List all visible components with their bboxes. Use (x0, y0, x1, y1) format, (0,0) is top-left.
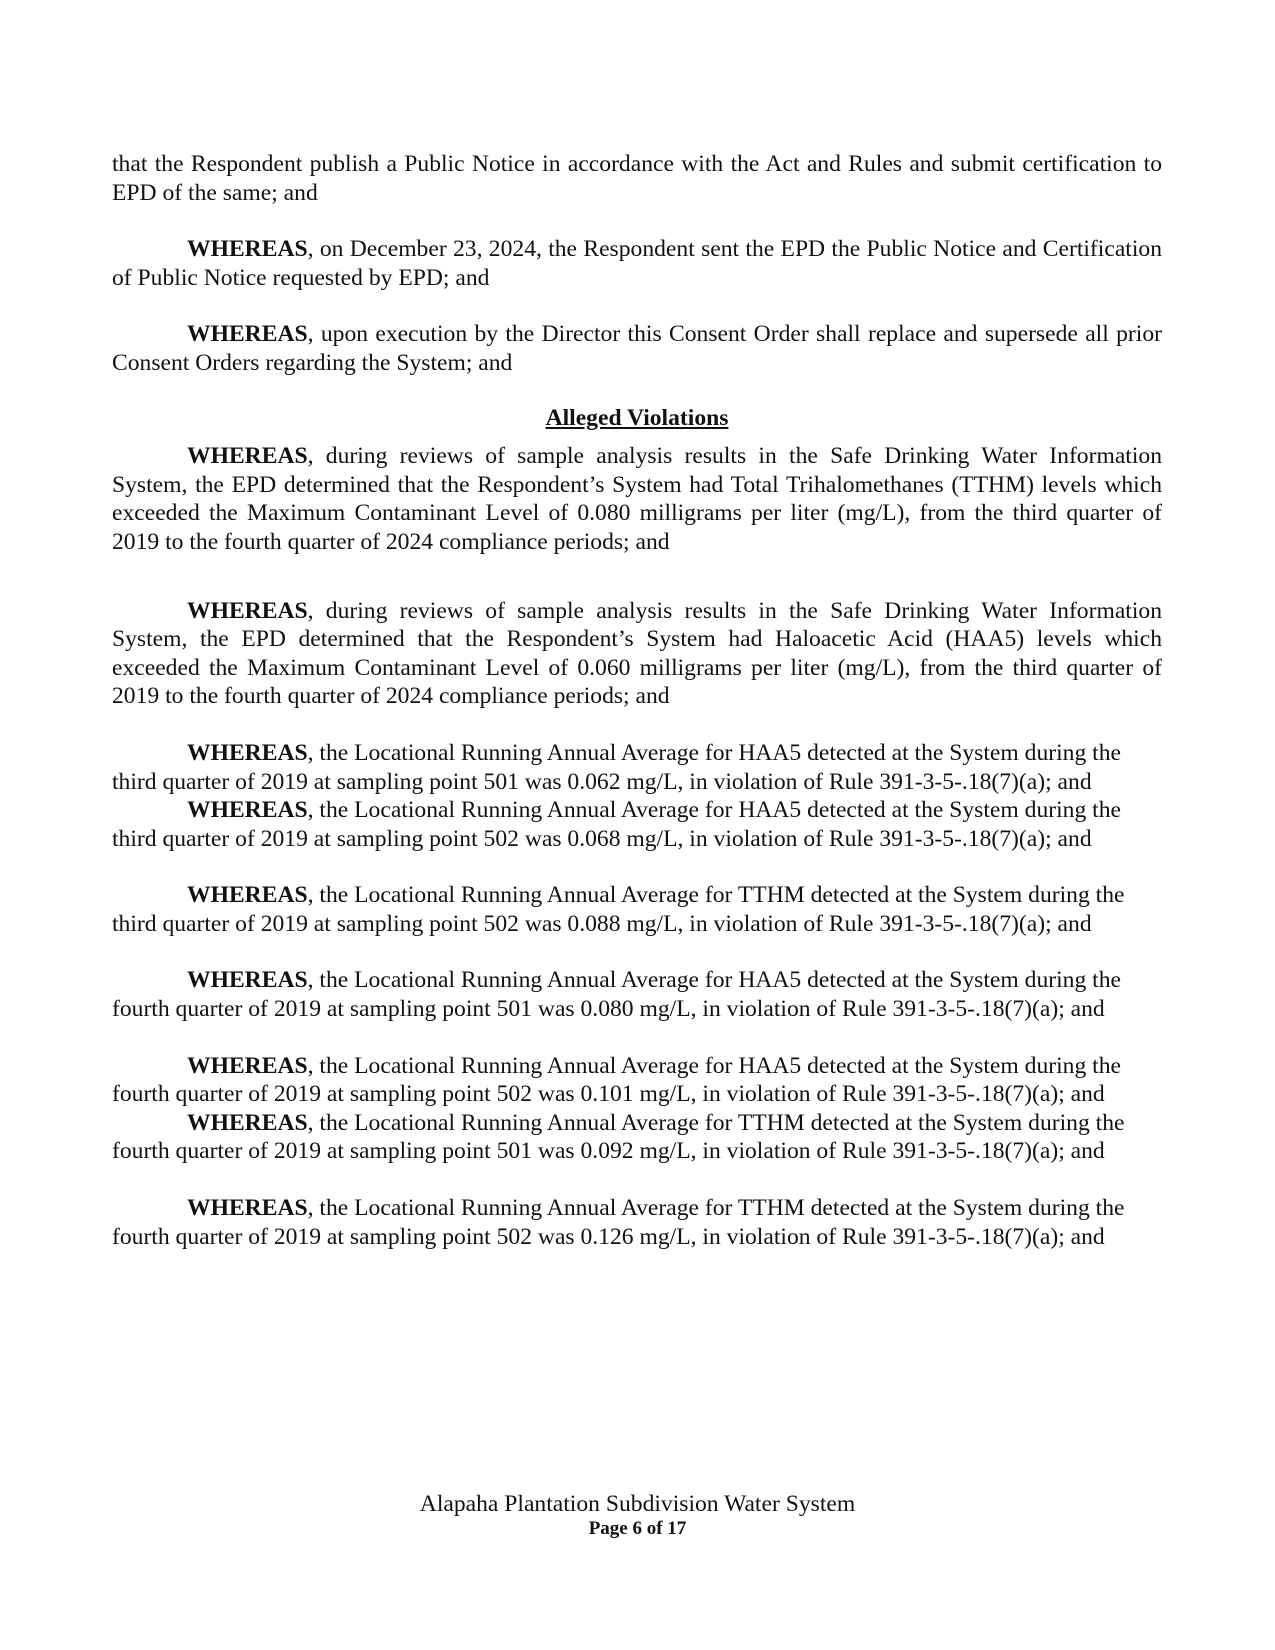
whereas-keyword: WHEREAS (187, 739, 308, 766)
violation-tthm-q4-502 (112, 1194, 1162, 1251)
section-heading: Alleged Violations (545, 404, 729, 431)
whereas-keyword: WHEREAS (187, 882, 308, 909)
violation-tthm-q3-502 (112, 881, 1162, 938)
whereas-keyword: WHEREAS (187, 236, 308, 263)
whereas-keyword: WHEREAS (187, 1109, 308, 1136)
whereas-keyword: WHEREAS (187, 1052, 308, 1079)
paragraph-text: that the Respondent publish a Public Notice in accordance with the Act and Rules and submit certification to EPD of the same; and (112, 151, 1162, 206)
paragraph-text: , upon execution by the Director this Consent Order shall replace and supersede all prior Consent Orders regarding the System; and (112, 321, 1162, 376)
page-number: Page 6 of 17 (588, 1518, 687, 1539)
paragraph-text: , the Locational Running Annual Average for HAA5 detected at the System during the third quarter of 2019 at sampling point 501 was 0.062 mg/L, in violation of Rule 391-3-5-.18(7)(a); and (112, 739, 1121, 795)
paragraph-text: , the Locational Running Annual Average for HAA5 detected at the System during the third quarter of 2019 at sampling point 502 was 0.068 mg/L, in violation of Rule 391-3-5-.18(7)(a); and (112, 797, 1121, 852)
whereas-keyword: WHEREAS (187, 797, 308, 824)
paragraph-continuation (112, 150, 1162, 207)
violation-haa5-q4-502 (112, 1052, 1162, 1109)
paragraph-supersede (112, 320, 1162, 377)
whereas-keyword: WHEREAS (187, 443, 308, 470)
paragraph-text: , on December 23, 2024, the Respondent sent the EPD the Public Notice and Certification of Public Notice requested by EPD; and (112, 236, 1162, 291)
paragraph-text: , the Locational Running Annual Average for TTHM detected at the System during the third quarter of 2019 at sampling point 502 was 0.088 mg/L, in violation of Rule 391-3-5-.18(7)(a); and (112, 882, 1125, 937)
whereas-keyword: WHEREAS (187, 321, 308, 348)
whereas-keyword: WHEREAS (187, 597, 308, 624)
paragraph-text: , the Locational Running Annual Average for TTHM detected at the System during the fourth quarter of 2019 at sampling point 501 was 0.092 mg/L, in violation of Rule 391-3-5-.18(7)(a); and (112, 1109, 1125, 1165)
footer-system-name: Alapaha Plantation Subdivision Water System (419, 1491, 856, 1517)
violation-haa5-mcl (112, 597, 1162, 711)
paragraph-text: , during reviews of sample analysis results in the Safe Drinking Water Information System, the EPD determined that the Respondent’s System had Total Trihalomethanes (TTHM) levels which exceeded the Maximum Contaminant Level of 0.080 milligrams per liter (mg/L), from the third quarter of 2019 to the fourth quarter of 2024 compliance periods; and (112, 443, 1162, 555)
paragraph-text: , the Locational Running Annual Average for HAA5 detected at the System during the fourth quarter of 2019 at sampling point 501 was 0.080 mg/L, in violation of Rule 391-3-5-.18(7)(a); and (112, 967, 1121, 1023)
violation-haa5-q3-502 (112, 796, 1162, 853)
whereas-keyword: WHEREAS (187, 1195, 308, 1222)
paragraph-public-notice (112, 235, 1162, 292)
whereas-keyword: WHEREAS (187, 967, 308, 994)
paragraph-text: , the Locational Running Annual Average for HAA5 detected at the System during the fourth quarter of 2019 at sampling point 502 was 0.101 mg/L, in violation of Rule 391-3-5-.18(7)(a); and (112, 1052, 1121, 1108)
violation-tthm-mcl (112, 442, 1162, 556)
violation-haa5-q3-501 (112, 739, 1162, 796)
page-footer (0, 1490, 1275, 1540)
violation-haa5-q4-501 (112, 966, 1162, 1023)
paragraph-text: , during reviews of sample analysis results in the Safe Drinking Water Information System, the EPD determined that the Respondent’s System had Haloacetic Acid (HAA5) levels which exceeded the Maximum Contaminant Level of 0.060 milligrams per liter (mg/L), from the third quarter of 2019 to the fourth quarter of 2024 compliance periods; and (112, 597, 1162, 710)
violation-tthm-q4-501 (112, 1109, 1162, 1166)
paragraph-text: , the Locational Running Annual Average for TTHM detected at the System during the fourth quarter of 2019 at sampling point 502 was 0.126 mg/L, in violation of Rule 391-3-5-.18(7)(a); and (112, 1195, 1125, 1250)
document-body (112, 150, 1162, 1251)
